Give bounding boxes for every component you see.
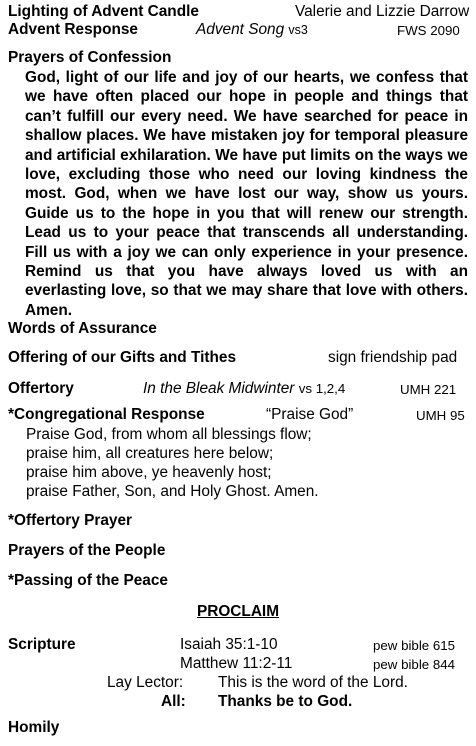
assurance-heading: Words of Assurance [8,320,157,337]
lector-label: Lay Lector: [107,674,184,691]
scripture-heading: Scripture [8,636,76,653]
homily-heading: Homily [8,719,60,736]
congregational-response-row [8,406,470,424]
offertory-hymn: In the Bleak Midwinter [143,380,295,397]
confession-text: God, light of our life and joy of our hearts, we confess that we have often placed our hope in people and things that can’t fulfill our every need. We have searched for peace in shallow places. We have mistaken joy for temporal pleasure and artificial exhilaration. We have put limits on the ways we love, excluding those who need our loving kindness the most. God, when we have lost our way, show us yours. Guide us to the hope in you that will renew our strength. Lead us to your peace that transcends all understanding. Fill us with a joy we can only experience in your presence. Remind us that you have always loved us with an everlasting love, so that we may share that love with others. Amen. [25,69,468,319]
doxology-line: praise him above, ye heavenly host; [26,464,272,481]
offering-note: sign friendship pad [328,349,458,366]
scripture-row [8,636,470,654]
prayers-people-heading: Prayers of the People [8,542,166,559]
lector-text: This is the word of the Lord. [218,674,408,691]
advent-response-title: Advent Response [8,21,138,38]
confession-heading: Prayers of Confession [8,49,172,66]
offertory-hymn-group [143,380,345,398]
offering-heading: Offering of our Gifts and Tithes [8,349,237,366]
offertory-ref: UMH 221 [400,382,457,397]
proclaim-heading: PROCLAIM [196,603,280,620]
lighting-row [8,3,470,21]
congregational-response-heading: *Congregational Response [8,406,205,423]
doxology-line: praise Father, Son, and Holy Ghost. Amen. [26,483,319,500]
advent-song-verse: vs3 [288,23,308,37]
doxology-line: praise him, all creatures here below; [26,445,274,462]
lighting-people: Valerie and Lizzie Darrow [295,3,470,20]
offering-row [8,349,470,367]
advent-song-group [196,21,308,39]
lighting-title: Lighting of Advent Candle [8,3,199,20]
advent-song-title: Advent Song [196,21,285,38]
scripture-ref: pew bible 844 [373,657,456,672]
advent-song-ref: FWS 2090 [397,23,460,38]
offertory-heading: Offertory [8,380,74,397]
all-label: All: [161,693,186,710]
all-text: Thanks be to God. [218,693,353,710]
offertory-verses: vs 1,2,4 [298,381,346,396]
advent-response-row [8,21,470,39]
scripture-ref: pew bible 615 [373,638,456,653]
congregational-response-ref: UMH 95 [416,408,465,423]
offertory-prayer-heading: *Offertory Prayer [8,512,133,529]
scripture-passage: Matthew 11:2-11 [180,655,293,672]
passing-peace-heading: *Passing of the Peace [8,572,168,589]
congregational-response-hymn: “Praise God” [266,406,354,423]
scripture-passage: Isaiah 35:1-10 [180,636,278,653]
doxology-line: Praise God, from whom all blessings flow; [26,426,312,443]
offertory-row [8,380,470,398]
